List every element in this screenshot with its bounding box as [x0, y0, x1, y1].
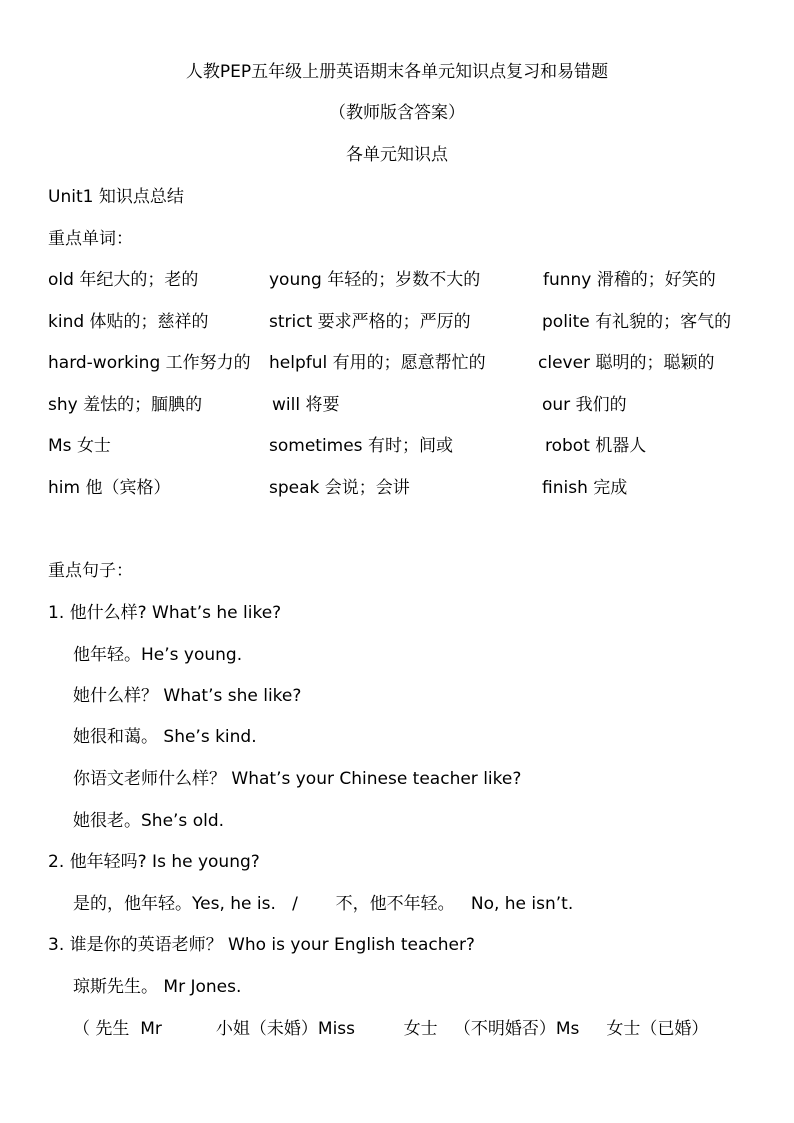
sentence-line: 你语文老师什么样？ What’s your Chinese teacher like?	[73, 769, 522, 789]
sentence-line: 是的，他年轻。Yes, he is. / 不，他不年轻。 No, he isn’t.	[73, 894, 574, 914]
vocab-en: old	[48, 270, 74, 290]
unit-heading: Unit1 知识点总结	[48, 187, 184, 207]
vocab-entry	[269, 265, 480, 290]
sentence-line: 2. 他年轻吗? Is he young?	[48, 852, 260, 872]
vocab-zh: 体贴的；慈祥的	[89, 312, 209, 332]
vocab-zh: 羞怯的；腼腆的	[83, 395, 203, 415]
vocab-en: funny	[543, 270, 592, 290]
vocab-entry	[272, 390, 339, 415]
vocab-en: kind	[48, 312, 85, 332]
vocab-entry	[48, 431, 111, 456]
vocab-entry	[543, 265, 716, 290]
vocab-en: Ms	[48, 436, 72, 456]
vocab-zh: 有用的；愿意帮忙的	[332, 353, 486, 373]
vocab-en: helpful	[269, 353, 328, 373]
doc-subtitle: （教师版含答案）	[329, 103, 465, 123]
vocab-entry	[48, 473, 170, 498]
vocab-entry	[269, 473, 410, 498]
vocab-entry	[269, 431, 453, 456]
vocab-zh: 要求严格的；严厉的	[317, 312, 471, 332]
vocab-zh: 机器人	[595, 436, 647, 456]
vocab-en: robot	[545, 436, 590, 456]
vocab-en: sometimes	[269, 436, 363, 456]
vocab-entry	[48, 348, 251, 373]
vocab-zh: 聪明的；聪颖的	[595, 353, 715, 373]
vocab-entry	[269, 348, 486, 373]
vocab-zh: 有礼貌的；客气的	[595, 312, 732, 332]
vocab-en: will	[272, 395, 301, 415]
vocab-entry	[269, 307, 471, 332]
sentence-line: 琼斯先生。 Mr Jones.	[73, 977, 242, 997]
vocab-entry	[48, 307, 209, 332]
vocab-en: speak	[269, 478, 320, 498]
vocab-entry	[48, 390, 202, 415]
sentence-line: 她什么样？ What’s she like?	[73, 686, 302, 706]
vocab-entry	[542, 473, 627, 498]
vocab-entry	[48, 265, 198, 290]
vocab-entry	[542, 307, 731, 332]
sentences-heading: 重点句子：	[48, 561, 133, 581]
vocab-en: our	[542, 395, 571, 415]
vocab-entry	[542, 390, 627, 415]
vocab-entry	[545, 431, 646, 456]
vocab-en: clever	[538, 353, 591, 373]
sentence-line: （ 先生 Mr 小姐（未婚）Miss 女士 （不明婚否）Ms 女士（已婚）	[73, 1019, 709, 1039]
vocab-zh: 完成	[593, 478, 628, 498]
vocab-zh: 将要	[305, 395, 340, 415]
sentence-line: 她很和蔼。 She’s kind.	[73, 727, 257, 747]
vocab-zh: 会说；会讲	[324, 478, 410, 498]
vocab-entry	[538, 348, 714, 373]
words-heading: 重点单词：	[48, 229, 133, 249]
vocab-en: hard-working	[48, 353, 161, 373]
vocab-zh: 年纪大的；老的	[79, 270, 199, 290]
vocab-en: finish	[542, 478, 588, 498]
vocab-zh: 年轻的；岁数不大的	[327, 270, 481, 290]
vocab-en: him	[48, 478, 81, 498]
vocab-en: strict	[269, 312, 313, 332]
vocab-zh: 女士	[76, 436, 111, 456]
vocab-en: polite	[542, 312, 590, 332]
sentence-line: 3. 谁是你的英语老师？ Who is your English teacher?	[48, 935, 475, 955]
section-heading: 各单元知识点	[346, 145, 448, 165]
sentence-line: 1. 他什么样? What’s he like?	[48, 603, 282, 623]
vocab-zh: 我们的	[575, 395, 627, 415]
vocab-zh: 有时；间或	[367, 436, 453, 456]
sentence-line: 她很老。She’s old.	[73, 811, 225, 831]
doc-title: 人教PEP五年级上册英语期末各单元知识点复习和易错题	[185, 62, 609, 82]
vocab-zh: 工作努力的	[165, 353, 251, 373]
sentence-line: 他年轻。He’s young.	[73, 645, 243, 665]
vocab-en: shy	[48, 395, 78, 415]
vocab-zh: 滑稽的；好笑的	[596, 270, 716, 290]
vocab-zh: 他（宾格）	[85, 478, 171, 498]
vocab-en: young	[269, 270, 322, 290]
